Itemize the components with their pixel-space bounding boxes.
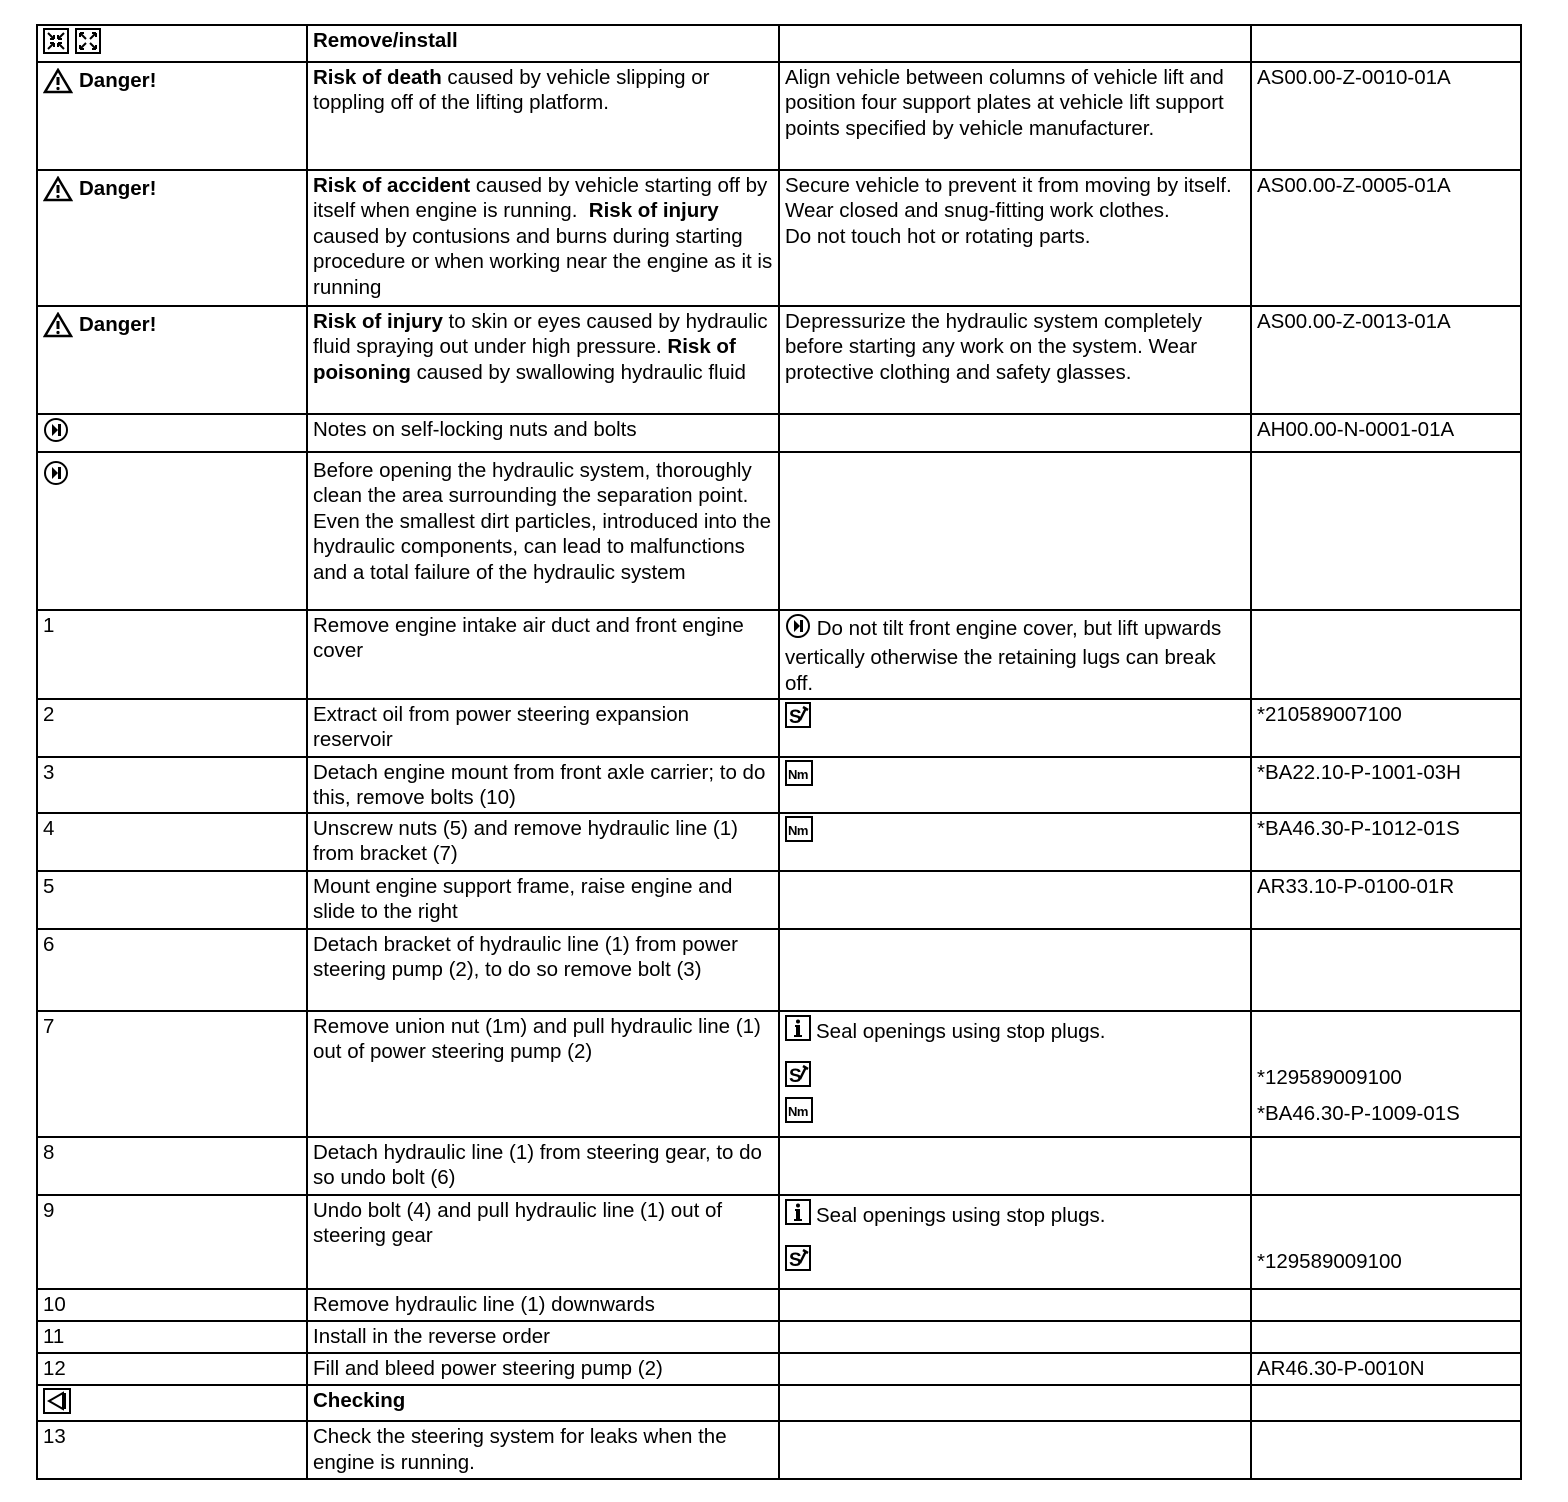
reference-code[interactable]: AS00.00-Z-0013-01A [1251,306,1521,414]
table-row [37,1385,1521,1422]
step-number: 9 [37,1195,307,1289]
table-row: Danger! Risk of accident caused by vehicle starting off by itself when engine is running. Risk of injury caused by contusions and burns during starting procedure or when working near the engine as it is running Secure vehicle to prevent it from moving by itself. Wear closed and snug-fitting work clothes. Do not touch hot or rotating parts. AS00.00-Z-0005-01A [37,170,1521,306]
step-number: 12 [37,1353,307,1385]
table-row: 1 Remove engine intake air duct and front engine cover Do not tilt front engine cover, but lift upwards vertically otherwise the retaining lugs can break off. [37,610,1521,699]
info-icon [785,1199,811,1232]
table-row: Before opening the hydraulic system, thoroughly clean the area surrounding the separation point. Even the smallest dirt particles, introduced into the hydraulic components, can lead to malfunctions and a total failure of the hydraulic system [37,452,1521,610]
svg-text:Nm: Nm [788,766,808,782]
reference-code[interactable]: AR46.30-P-0010N [1251,1353,1521,1385]
step-number: 6 [37,929,307,1011]
info-icon [785,1015,811,1048]
table-row: Danger! Risk of injury to skin or eyes caused by hydraulic fluid spraying out under high pressure. Risk of poisoning caused by swallowing hydraulic fluid Depressurize the hydraulic system completely before starting any work on the system. Wear protective clothing and safety glasses. AS00.00-Z-0013-01A [37,306,1521,414]
reference-code[interactable]: *BA46.30-P-1012-01S [1251,813,1521,871]
section-title: Remove/install [307,25,779,62]
table-row: 12 Fill and bleed power steering pump (2) AR46.30-P-0010N [37,1353,1521,1385]
special-tool-icon [785,1061,811,1094]
icons-cell [37,25,307,62]
torque-icon [785,1097,813,1130]
special-tool-icon [785,702,811,735]
reference-code[interactable]: AS00.00-Z-0010-01A [1251,62,1521,170]
reference-code[interactable]: *129589009100 [1257,1249,1402,1273]
table-row: 8 Detach hydraulic line (1) from steering gear, to do so undo bolt (6) [37,1137,1521,1195]
procedure-table [36,24,1522,1480]
step-number: 1 [37,610,307,699]
table-row: 3 Detach engine mount from front axle carrier; to do this, remove bolts (10) Nm *BA22.10-P-1001-03H [37,757,1521,813]
danger-label: Danger! [43,176,156,202]
note-icon [43,460,69,493]
table-row: 13 Check the steering system for leaks when the engine is running. [37,1421,1521,1479]
reference-code[interactable]: *210589007100 [1251,699,1521,757]
reference-code[interactable]: AR33.10-P-0100-01R [1251,871,1521,929]
reference-code[interactable]: *BA22.10-P-1001-03H [1251,757,1521,813]
warning-triangle-icon [43,68,73,94]
install-icon [75,28,101,61]
step-number: 11 [37,1321,307,1353]
reference-code[interactable]: AH00.00-N-0001-01A [1251,414,1521,452]
step-number: 3 [37,757,307,813]
remove-icon [43,28,69,61]
svg-text:S: S [789,1066,802,1088]
table-row [37,25,1521,62]
table-row: 7 Remove union nut (1m) and pull hydraulic line (1) out of power steering pump (2) Seal openings using stop plugs. S Nm *129589009100 *BA46.30-P-1009-01S [37,1011,1521,1137]
note-icon [43,417,69,450]
reference-code[interactable]: *129589009100 [1257,1065,1402,1089]
table-row: 6 Detach bracket of hydraulic line (1) from power steering pump (2), to do so remove bolt (3) [37,929,1521,1011]
svg-text:S: S [789,706,802,728]
table-row: 5 Mount engine support frame, raise engine and slide to the right AR33.10-P-0100-01R [37,871,1521,929]
step-number: 4 [37,813,307,871]
note-icon [785,613,811,646]
svg-text:S: S [789,1250,802,1272]
checking-icon [43,1388,71,1421]
table-row: 10 Remove hydraulic line (1) downwards [37,1289,1521,1321]
table-row: 2 Extract oil from power steering expansion reservoir S *210589007100 [37,699,1521,757]
table-row: Danger! Risk of death caused by vehicle slipping or toppling off of the lifting platform. Align vehicle between columns of vehicle lift and position four support plates at vehicle lift support points specified by vehicle manufacturer. AS00.00-Z-0010-01A [37,62,1521,170]
danger-label: Danger! [43,312,156,338]
table-row: 9 Undo bolt (4) and pull hydraulic line (1) out of steering gear Seal openings using stop plugs. S *129589009100 [37,1195,1521,1289]
warning-triangle-icon [43,176,73,202]
warning-triangle-icon [43,312,73,338]
step-number: 5 [37,871,307,929]
svg-text:Nm: Nm [788,1104,808,1120]
torque-icon [785,816,813,849]
table-row: 11 Install in the reverse order [37,1321,1521,1353]
step-number: 13 [37,1421,307,1479]
svg-text:Nm: Nm [788,822,808,838]
special-tool-icon [785,1245,811,1278]
step-number: 2 [37,699,307,757]
reference-code[interactable]: *BA46.30-P-1009-01S [1257,1101,1460,1125]
table-row: 4 Unscrew nuts (5) and remove hydraulic line (1) from bracket (7) Nm *BA46.30-P-1012-01S [37,813,1521,871]
section-title: Checking [307,1385,779,1422]
danger-label: Danger! [43,68,156,94]
step-number: 10 [37,1289,307,1321]
reference-code[interactable]: AS00.00-Z-0005-01A [1251,170,1521,306]
step-number: 7 [37,1011,307,1137]
table-row: Notes on self-locking nuts and bolts AH00.00-N-0001-01A [37,414,1521,452]
torque-icon [785,760,813,793]
step-number: 8 [37,1137,307,1195]
